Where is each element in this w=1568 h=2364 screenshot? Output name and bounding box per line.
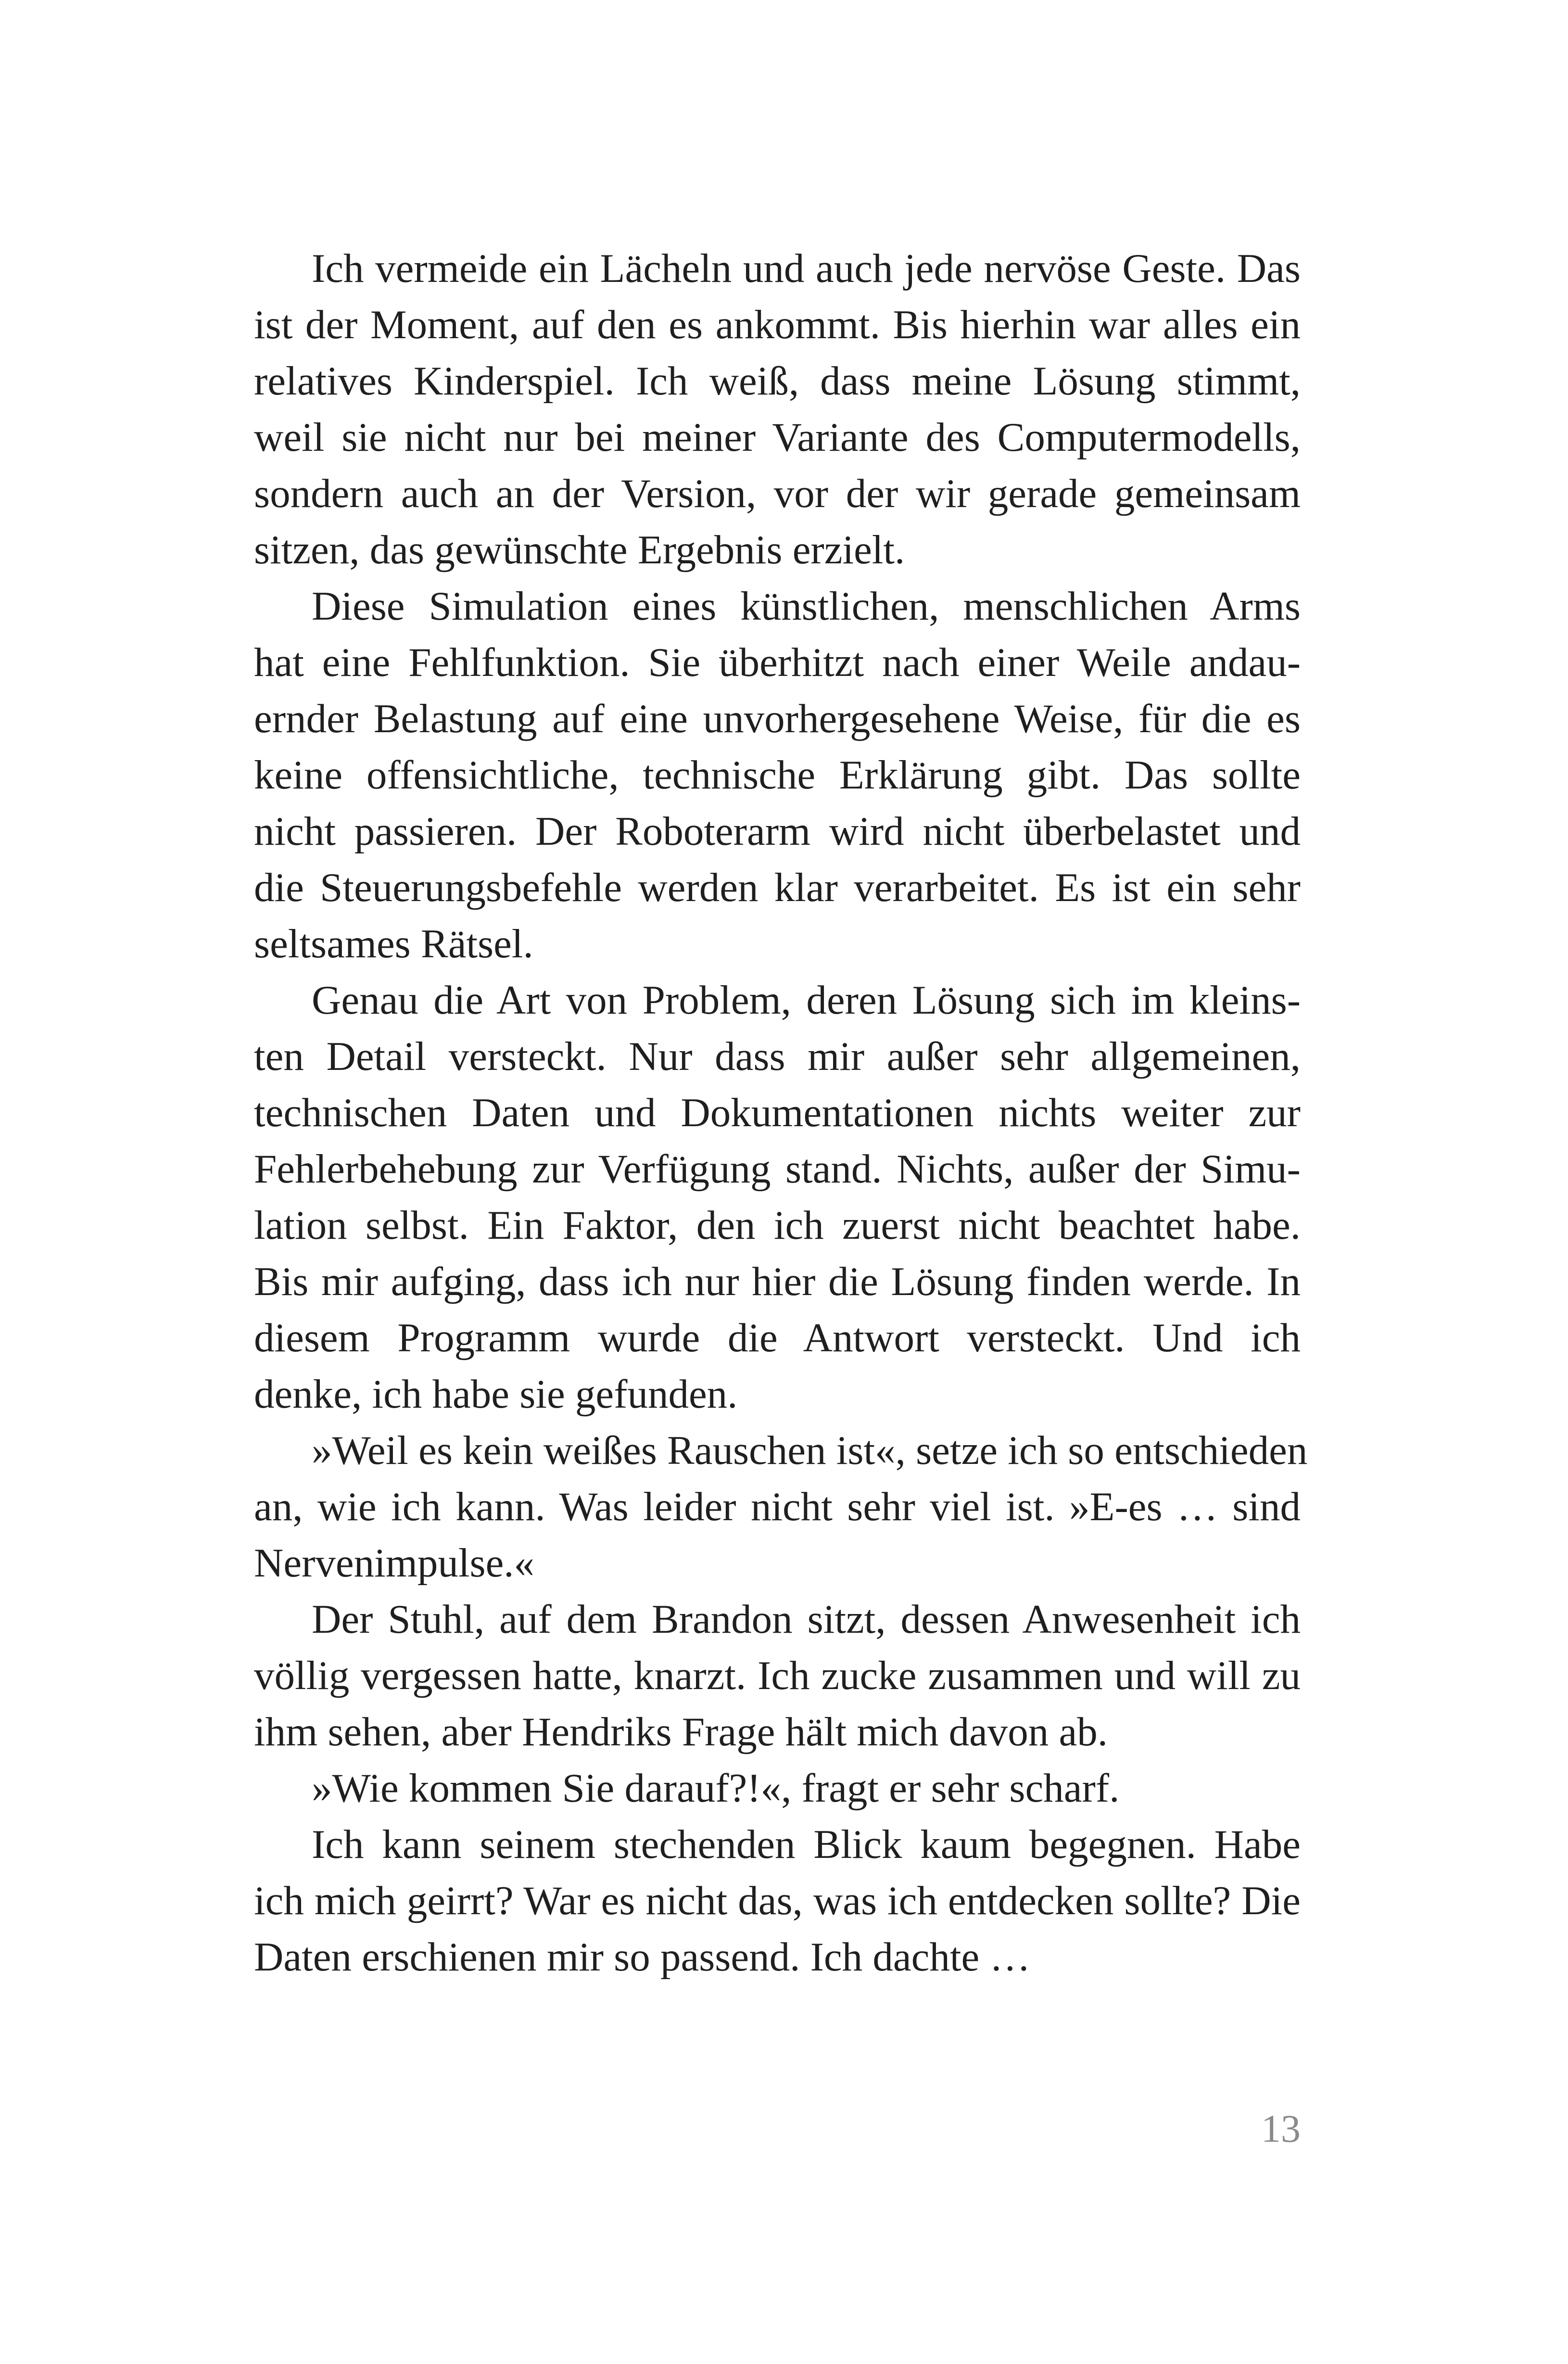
text-line: Fehlerbehebung zur Verfügung stand. Nichts, außer der Simu-	[254, 1146, 1301, 1192]
text-line: ist der Moment, auf den es ankommt. Bis hierhin war alles ein	[254, 302, 1301, 347]
text-line: »Weil es kein weißes Rauschen ist«, setze ich so entschieden	[312, 1428, 1308, 1473]
text-line: Daten erschienen mir so passend. Ich dachte …	[254, 1934, 1031, 1980]
text-line: seltsames Rätsel.	[254, 921, 533, 966]
paragraph	[254, 1591, 1301, 1760]
paragraph	[254, 1760, 1301, 1817]
text-line: Bis mir aufging, dass ich nur hier die Lösung finden werde. In	[254, 1259, 1301, 1304]
text-line: die Steuerungsbefehle werden klar verarbeitet. Es ist ein sehr	[254, 865, 1301, 910]
text-line: diesem Programm wurde die Antwort versteckt. Und ich	[254, 1315, 1301, 1360]
text-line: Genau die Art von Problem, deren Lösung sich im kleins-	[312, 978, 1301, 1023]
paragraph	[254, 578, 1301, 972]
text-line: völlig vergessen hatte, knarzt. Ich zucke zusammen und will zu	[254, 1653, 1301, 1698]
text-line: technischen Daten und Dokumentationen nichts weiter zur	[254, 1090, 1301, 1135]
text-line: ihm sehen, aber Hendriks Frage hält mich davon ab.	[254, 1709, 1108, 1754]
text-line: ich mich geirrt? War es nicht das, was ich entdecken sollte? Die	[254, 1878, 1301, 1923]
text-line: denke, ich habe sie gefunden.	[254, 1372, 738, 1417]
paragraph	[254, 241, 1301, 578]
text-line: ten Detail versteckt. Nur dass mir außer sehr allgemeinen,	[254, 1034, 1301, 1079]
text-line: sondern auch an der Version, vor der wir gerade gemeinsam	[254, 471, 1301, 516]
paragraph	[254, 972, 1301, 1423]
paragraph	[254, 1817, 1301, 1985]
text-line: keine offensichtliche, technische Erklärung gibt. Das sollte	[254, 752, 1301, 798]
text-line: relatives Kinderspiel. Ich weiß, dass meine Lösung stimmt,	[254, 358, 1301, 404]
text-line: sitzen, das gewünschte Ergebnis erzielt.	[254, 527, 905, 572]
text-line: Der Stuhl, auf dem Brandon sitzt, dessen Anwesenheit ich	[312, 1597, 1301, 1642]
paragraph	[254, 1423, 1308, 1591]
text-line: Ich vermeide ein Lächeln und auch jede nervöse Geste. Das	[312, 246, 1301, 291]
text-line: Ich kann seinem stechenden Blick kaum begegnen. Habe	[312, 1822, 1301, 1867]
text-line: ernder Belastung auf eine unvorhergesehene Weise, für die es	[254, 696, 1301, 741]
page-number: 13	[1261, 2107, 1301, 2150]
body-text	[254, 241, 1308, 1985]
text-line: »Wie kommen Sie darauf?!«, fragt er sehr scharf.	[312, 1766, 1120, 1811]
text-line: an, wie ich kann. Was leider nicht sehr viel ist. »E-es … sind	[254, 1484, 1301, 1529]
text-line: hat eine Fehlfunktion. Sie überhitzt nach einer Weile andau-	[254, 640, 1301, 685]
text-line: Nervenimpulse.«	[254, 1540, 535, 1586]
text-line: weil sie nicht nur bei meiner Variante des Computermodells,	[254, 415, 1301, 460]
text-line: nicht passieren. Der Roboterarm wird nicht überbelastet und	[254, 809, 1301, 854]
text-line: Diese Simulation eines künstlichen, menschlichen Arms	[312, 584, 1301, 629]
text-line: lation selbst. Ein Faktor, den ich zuerst nicht beachtet habe.	[254, 1203, 1301, 1248]
